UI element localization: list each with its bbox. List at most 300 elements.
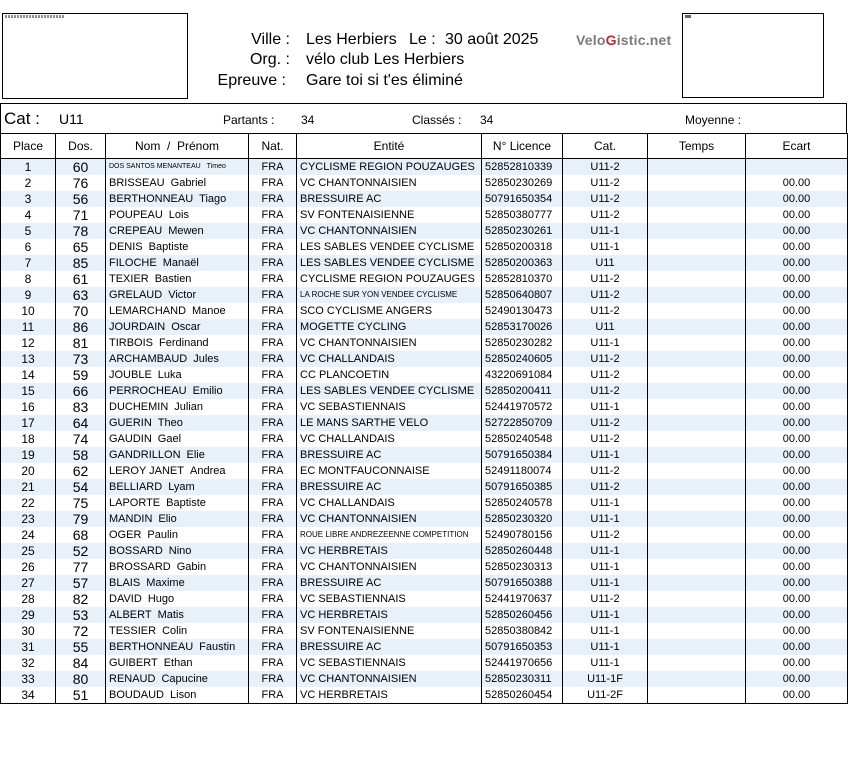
col-header-place: Place: [1, 134, 56, 159]
club-cell: VC HERBRETAIS: [297, 607, 482, 623]
licence-cell: 52722850709: [482, 415, 563, 431]
category-cell: U11-1: [563, 511, 648, 527]
dossard-cell: 52: [56, 543, 106, 559]
dossard-cell: 70: [56, 303, 106, 319]
rider-firstname: Colin: [162, 625, 188, 637]
licence-cell: 52441970637: [482, 591, 563, 607]
rider-name-cell: [106, 495, 249, 511]
time-cell: [648, 303, 746, 319]
licence-cell: 52850640807: [482, 287, 563, 303]
place-cell: 27: [1, 575, 56, 591]
dossard-cell: 84: [56, 655, 106, 671]
dossard-cell: 72: [56, 623, 106, 639]
rider-firstname: Theo: [157, 417, 183, 429]
col-header-dos: Dos.: [56, 134, 106, 159]
rider-firstname: Manoe: [192, 305, 226, 317]
rider-lastname: BLAIS: [109, 577, 141, 589]
time-cell: [648, 399, 746, 415]
classes-value: 34: [480, 113, 494, 127]
nationality-cell: FRA: [249, 159, 297, 176]
time-cell: [648, 447, 746, 463]
rider-name-cell: [106, 303, 249, 319]
nationality-cell: FRA: [249, 511, 297, 527]
rider-lastname: LAPORTE: [109, 497, 161, 509]
licence-cell: 50791650384: [482, 447, 563, 463]
nationality-cell: FRA: [249, 303, 297, 319]
dossard-cell: 65: [56, 239, 106, 255]
table-row: [1, 607, 848, 623]
rider-lastname: JOUBLE: [109, 369, 152, 381]
table-row: [1, 175, 848, 191]
time-cell: [648, 639, 746, 655]
rider-lastname: FILOCHE: [109, 257, 157, 269]
time-cell: [648, 351, 746, 367]
gap-cell: 00.00: [746, 543, 848, 559]
gap-cell: 00.00: [746, 415, 848, 431]
licence-cell: 52850240548: [482, 431, 563, 447]
category-cell: U11-2: [563, 367, 648, 383]
licence-cell: 52850230282: [482, 335, 563, 351]
dossard-cell: 51: [56, 687, 106, 704]
table-row: [1, 239, 848, 255]
category-cell: U11-2: [563, 207, 648, 223]
club-cell: LE MANS SARTHE VELO: [297, 415, 482, 431]
category-cell: U11-2: [563, 303, 648, 319]
nationality-cell: FRA: [249, 575, 297, 591]
nationality-cell: FRA: [249, 335, 297, 351]
gap-cell: 00.00: [746, 207, 848, 223]
rider-firstname: Manaël: [162, 257, 199, 269]
time-cell: [648, 479, 746, 495]
rider-firstname: Gabriel: [170, 177, 207, 189]
rider-firstname: Paulin: [147, 529, 178, 541]
rider-name-cell: [106, 383, 249, 399]
nationality-cell: FRA: [249, 175, 297, 191]
dossard-cell: 54: [56, 479, 106, 495]
rider-lastname: BROSSARD: [109, 561, 171, 573]
place-cell: 8: [1, 271, 56, 287]
gap-cell: 00.00: [746, 463, 848, 479]
rider-name-cell: [106, 239, 249, 255]
place-cell: 15: [1, 383, 56, 399]
gap-cell: 00.00: [746, 623, 848, 639]
rider-firstname: Oscar: [171, 321, 201, 333]
rider-firstname: Tiago: [199, 193, 227, 205]
category-cell: U11-1: [563, 575, 648, 591]
table-row: [1, 655, 848, 671]
club-cell: VC SEBASTIENNAIS: [297, 655, 482, 671]
table-row: [1, 383, 848, 399]
rider-lastname: GANDRILLON: [109, 449, 181, 461]
time-cell: [648, 335, 746, 351]
category-cell: U11-1F: [563, 671, 648, 687]
category-cell: U11: [563, 255, 648, 271]
rider-firstname: Capucine: [161, 673, 208, 685]
gap-cell: 00.00: [746, 303, 848, 319]
col-header-name: Nom / Prénom: [106, 134, 249, 159]
table-row: [1, 207, 848, 223]
table-row: [1, 575, 848, 591]
gap-cell: 00.00: [746, 287, 848, 303]
club-cell: VC HERBRETAIS: [297, 687, 482, 704]
rider-lastname: RENAUD: [109, 673, 156, 685]
nationality-cell: FRA: [249, 447, 297, 463]
nationality-cell: FRA: [249, 639, 297, 655]
licence-cell: 52850230269: [482, 175, 563, 191]
nationality-cell: FRA: [249, 351, 297, 367]
club-cell: BRESSUIRE AC: [297, 447, 482, 463]
rider-name-cell: [106, 191, 249, 207]
rider-firstname: Maxime: [146, 577, 185, 589]
nationality-cell: FRA: [249, 495, 297, 511]
dossard-cell: 82: [56, 591, 106, 607]
category-cell: U11-1: [563, 223, 648, 239]
category-cell: U11-2: [563, 479, 648, 495]
time-cell: [648, 175, 746, 191]
licence-cell: 52850260456: [482, 607, 563, 623]
time-cell: [648, 383, 746, 399]
table-row: [1, 495, 848, 511]
table-row: [1, 559, 848, 575]
category-cell: U11-2: [563, 463, 648, 479]
licence-cell: 52490780156: [482, 527, 563, 543]
rider-lastname: DENIS: [109, 241, 143, 253]
rider-firstname: Victor: [168, 289, 197, 301]
dossard-cell: 71: [56, 207, 106, 223]
time-cell: [648, 159, 746, 176]
category-cell: U11-2: [563, 271, 648, 287]
gap-cell: 00.00: [746, 175, 848, 191]
nationality-cell: FRA: [249, 415, 297, 431]
rider-lastname: POUPEAU: [109, 209, 163, 221]
rider-lastname: GUERIN: [109, 417, 152, 429]
table-row: [1, 399, 848, 415]
licence-cell: 52490130473: [482, 303, 563, 319]
category-cell: U11-2F: [563, 687, 648, 704]
rider-firstname: Nino: [168, 545, 192, 557]
rider-firstname: Gabin: [176, 561, 207, 573]
sponsor-logo-box: [682, 13, 824, 98]
dossard-cell: 59: [56, 367, 106, 383]
club-cell: BRESSUIRE AC: [297, 191, 482, 207]
rider-firstname: Elie: [186, 449, 205, 461]
club-cell: VC HERBRETAIS: [297, 543, 482, 559]
licence-cell: 43220691084: [482, 367, 563, 383]
org-label: Org. :: [249, 51, 290, 68]
nationality-cell: FRA: [249, 399, 297, 415]
licence-cell: 52850230311: [482, 671, 563, 687]
dossard-cell: 78: [56, 223, 106, 239]
licence-cell: 52850240605: [482, 351, 563, 367]
dossard-cell: 83: [56, 399, 106, 415]
rider-name-cell: [106, 479, 249, 495]
rider-name-cell: [106, 639, 249, 655]
club-cell: SV FONTENAISIENNE: [297, 207, 482, 223]
place-cell: 1: [1, 159, 56, 176]
organizer-logo-box: [2, 13, 188, 99]
dossard-cell: 64: [56, 415, 106, 431]
licence-cell: 52850230313: [482, 559, 563, 575]
dossard-cell: 79: [56, 511, 106, 527]
rider-firstname: Lois: [168, 209, 189, 221]
time-cell: [648, 271, 746, 287]
club-cell: SV FONTENAISIENNE: [297, 623, 482, 639]
place-cell: 32: [1, 655, 56, 671]
rider-firstname: Timeo: [206, 163, 226, 170]
nationality-cell: FRA: [249, 191, 297, 207]
time-cell: [648, 495, 746, 511]
category-cell: U11-2: [563, 191, 648, 207]
place-cell: 20: [1, 463, 56, 479]
club-cell: VC CHANTONNAISIEN: [297, 511, 482, 527]
place-cell: 22: [1, 495, 56, 511]
dossard-cell: 86: [56, 319, 106, 335]
place-cell: 18: [1, 431, 56, 447]
partants-value: 34: [301, 113, 315, 127]
gap-cell: 00.00: [746, 639, 848, 655]
licence-cell: 50791650354: [482, 191, 563, 207]
gap-cell: 00.00: [746, 335, 848, 351]
velogistic-brand: VeloGistic.net: [576, 32, 672, 48]
club-cell: BRESSUIRE AC: [297, 575, 482, 591]
category-cell: U11-1: [563, 543, 648, 559]
licence-cell: 52852810339: [482, 159, 563, 176]
time-cell: [648, 575, 746, 591]
rider-lastname: DOS SANTOS MENANTEAU: [109, 163, 201, 170]
nationality-cell: FRA: [249, 591, 297, 607]
time-cell: [648, 191, 746, 207]
licence-cell: 52853170026: [482, 319, 563, 335]
nationality-cell: FRA: [249, 431, 297, 447]
rider-firstname: Lison: [170, 689, 197, 701]
place-cell: 34: [1, 687, 56, 704]
logo-placeholder-text: [5, 15, 65, 18]
nationality-cell: FRA: [249, 463, 297, 479]
gap-cell: 00.00: [746, 399, 848, 415]
nationality-cell: FRA: [249, 223, 297, 239]
licence-cell: 52850260448: [482, 543, 563, 559]
dossard-cell: 76: [56, 175, 106, 191]
place-cell: 5: [1, 223, 56, 239]
dossard-cell: 60: [56, 159, 106, 176]
rider-firstname: Jules: [193, 353, 219, 365]
place-cell: 3: [1, 191, 56, 207]
table-row: [1, 415, 848, 431]
club-cell: MOGETTE CYCLING: [297, 319, 482, 335]
licence-cell: 52850200411: [482, 383, 563, 399]
place-cell: 19: [1, 447, 56, 463]
club-cell: VC CHANTONNAISIEN: [297, 175, 482, 191]
place-cell: 2: [1, 175, 56, 191]
time-cell: [648, 607, 746, 623]
table-row: [1, 303, 848, 319]
partants-label: Partants :: [223, 113, 275, 127]
category-cell: U11-1: [563, 559, 648, 575]
time-cell: [648, 559, 746, 575]
gap-cell: 00.00: [746, 479, 848, 495]
results-table: [0, 133, 848, 704]
dossard-cell: 74: [56, 431, 106, 447]
rider-name-cell: [106, 287, 249, 303]
gap-cell: 00.00: [746, 271, 848, 287]
category-cell: U11-1: [563, 495, 648, 511]
club-cell: CC PLANCOETIN: [297, 367, 482, 383]
rider-firstname: Emilio: [192, 385, 223, 397]
place-cell: 10: [1, 303, 56, 319]
club-cell: BRESSUIRE AC: [297, 479, 482, 495]
place-cell: 31: [1, 639, 56, 655]
rider-lastname: LEMARCHAND: [109, 305, 187, 317]
category-cell: U11-2: [563, 175, 648, 191]
nationality-cell: FRA: [249, 655, 297, 671]
licence-cell: 52491180074: [482, 463, 563, 479]
rider-name-cell: [106, 351, 249, 367]
club-cell: VC CHANTONNAISIEN: [297, 223, 482, 239]
rider-name-cell: [106, 207, 249, 223]
nationality-cell: FRA: [249, 239, 297, 255]
rider-lastname: BOUDAUD: [109, 689, 165, 701]
dossard-cell: 68: [56, 527, 106, 543]
rider-firstname: Matis: [157, 609, 184, 621]
rider-lastname: BELLIARD: [109, 481, 163, 493]
place-cell: 6: [1, 239, 56, 255]
nationality-cell: FRA: [249, 479, 297, 495]
moyenne-label: Moyenne :: [685, 113, 742, 127]
category-cell: U11-1: [563, 447, 648, 463]
place-cell: 14: [1, 367, 56, 383]
gap-cell: 00.00: [746, 495, 848, 511]
table-row: [1, 431, 848, 447]
gap-cell: 00.00: [746, 447, 848, 463]
place-cell: 13: [1, 351, 56, 367]
dossard-cell: 57: [56, 575, 106, 591]
dossard-cell: 63: [56, 287, 106, 303]
rider-name-cell: [106, 687, 249, 704]
place-cell: 33: [1, 671, 56, 687]
dossard-cell: 58: [56, 447, 106, 463]
place-cell: 12: [1, 335, 56, 351]
licence-cell: 50791650353: [482, 639, 563, 655]
rider-firstname: Julian: [174, 401, 204, 413]
rider-lastname: LEROY JANET: [109, 465, 184, 477]
epreuve-label: Epreuve :: [217, 72, 286, 89]
rider-name-cell: [106, 511, 249, 527]
rider-lastname: CREPEAU: [109, 225, 163, 237]
table-row: [1, 591, 848, 607]
place-cell: 7: [1, 255, 56, 271]
time-cell: [648, 239, 746, 255]
rider-firstname: Gael: [157, 433, 182, 445]
table-row: [1, 287, 848, 303]
category-cell: U11: [563, 319, 648, 335]
rider-name-cell: [106, 415, 249, 431]
rider-lastname: GAUDIN: [109, 433, 152, 445]
col-header-temps: Temps: [648, 134, 746, 159]
time-cell: [648, 223, 746, 239]
place-cell: 30: [1, 623, 56, 639]
nationality-cell: FRA: [249, 527, 297, 543]
club-cell: BRESSUIRE AC: [297, 639, 482, 655]
rider-firstname: Baptiste: [166, 497, 206, 509]
table-header-row: [1, 134, 848, 159]
place-cell: 4: [1, 207, 56, 223]
dossard-cell: 75: [56, 495, 106, 511]
rider-lastname: DUCHEMIN: [109, 401, 169, 413]
licence-cell: 52441970572: [482, 399, 563, 415]
table-row: [1, 335, 848, 351]
rider-firstname: Bastien: [154, 273, 192, 285]
rider-firstname: Mewen: [168, 225, 204, 237]
nationality-cell: FRA: [249, 367, 297, 383]
table-row: [1, 447, 848, 463]
cat-label: Cat :: [4, 109, 40, 128]
category-cell: U11-2: [563, 415, 648, 431]
category-cell: U11-1: [563, 607, 648, 623]
time-cell: [648, 655, 746, 671]
gap-cell: 00.00: [746, 319, 848, 335]
dossard-cell: 80: [56, 671, 106, 687]
category-cell: U11-1: [563, 239, 648, 255]
table-row: [1, 319, 848, 335]
place-cell: 24: [1, 527, 56, 543]
nationality-cell: FRA: [249, 271, 297, 287]
club-cell: CYCLISME REGION POUZAUGES: [297, 271, 482, 287]
time-cell: [648, 207, 746, 223]
date-label: Le :: [409, 31, 436, 48]
dossard-cell: 62: [56, 463, 106, 479]
rider-lastname: ARCHAMBAUD: [109, 353, 188, 365]
club-cell: VC CHANTONNAISIEN: [297, 671, 482, 687]
rider-firstname: Ethan: [163, 657, 193, 669]
rider-firstname: Lyam: [168, 481, 195, 493]
place-cell: 16: [1, 399, 56, 415]
club-cell: VC SEBASTIENNAIS: [297, 399, 482, 415]
time-cell: [648, 543, 746, 559]
time-cell: [648, 367, 746, 383]
gap-cell: 00.00: [746, 431, 848, 447]
club-cell: ROUE LIBRE ANDREZEENNE COMPETITION: [297, 527, 482, 543]
rider-name-cell: [106, 271, 249, 287]
licence-cell: 52850230320: [482, 511, 563, 527]
place-cell: 9: [1, 287, 56, 303]
rider-lastname: MANDIN: [109, 513, 153, 525]
licence-cell: 50791650388: [482, 575, 563, 591]
nationality-cell: FRA: [249, 287, 297, 303]
place-cell: 25: [1, 543, 56, 559]
category-cell: U11-2: [563, 383, 648, 399]
club-cell: CYCLISME REGION POUZAUGES: [297, 159, 482, 176]
rider-lastname: TESSIER: [109, 625, 157, 637]
place-cell: 11: [1, 319, 56, 335]
category-cell: U11-1: [563, 399, 648, 415]
rider-lastname: PERROCHEAU: [109, 385, 187, 397]
rider-firstname: Luka: [157, 369, 182, 381]
gap-cell: 00.00: [746, 655, 848, 671]
club-cell: VC CHALLANDAIS: [297, 495, 482, 511]
place-cell: 26: [1, 559, 56, 575]
classes-label: Classés :: [412, 113, 462, 127]
nationality-cell: FRA: [249, 207, 297, 223]
dossard-cell: 53: [56, 607, 106, 623]
category-cell: U11-2: [563, 431, 648, 447]
table-row: [1, 351, 848, 367]
gap-cell: 00.00: [746, 351, 848, 367]
category-cell: U11-2: [563, 159, 648, 176]
rider-lastname: OGER: [109, 529, 142, 541]
rider-name-cell: [106, 335, 249, 351]
place-cell: 21: [1, 479, 56, 495]
table-row: [1, 543, 848, 559]
